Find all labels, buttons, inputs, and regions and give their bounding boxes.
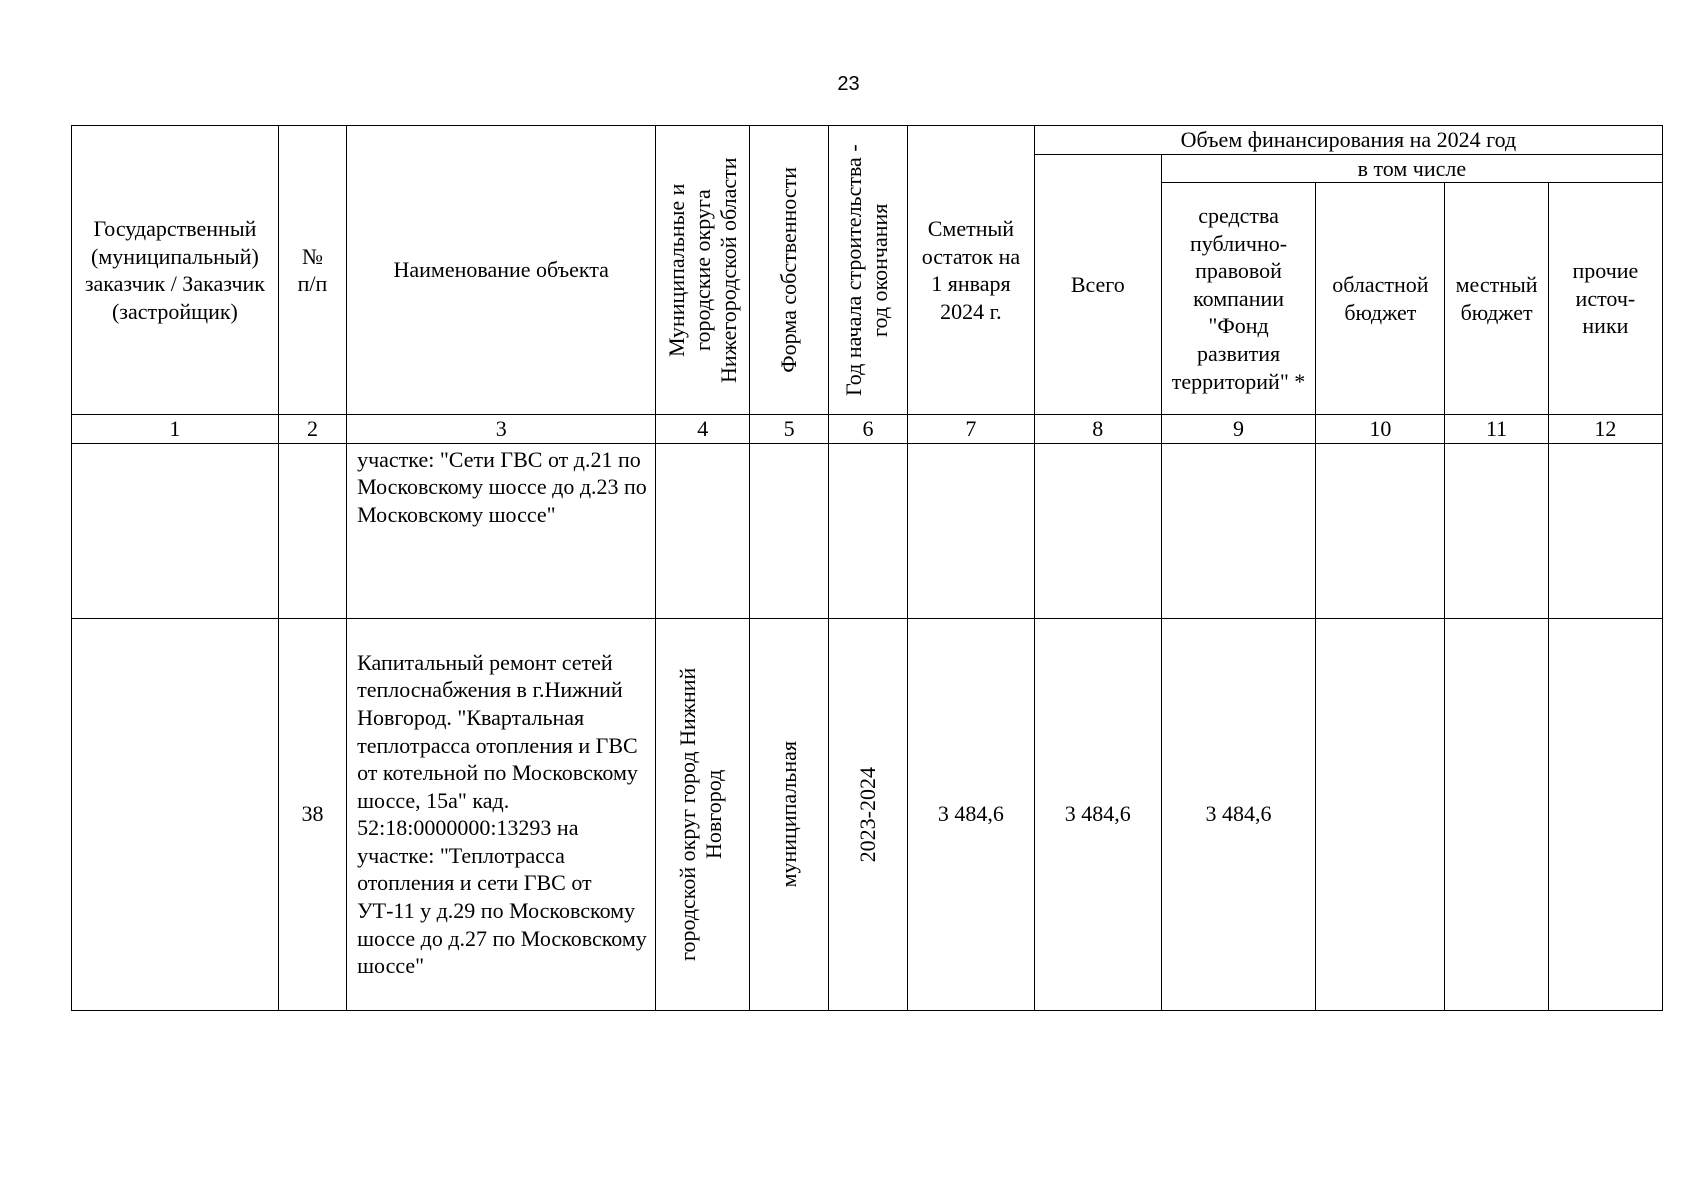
header-municipality-text: Муниципальные и городские округа Нижегородской области bbox=[663, 157, 741, 383]
cell-other bbox=[1548, 618, 1662, 1010]
cell-years-text: 2023-2024 bbox=[855, 766, 881, 862]
column-number: 8 bbox=[1034, 415, 1161, 444]
table-row bbox=[72, 618, 1663, 1010]
cell-ownership bbox=[750, 443, 829, 618]
cell-customer bbox=[72, 443, 279, 618]
header-municipality bbox=[656, 126, 750, 415]
header-customer: Государственный (муниципальный) заказчик / Заказчик (застройщик) bbox=[72, 126, 279, 415]
cell-years bbox=[829, 443, 908, 618]
cell-name: участке: "Сети ГВС от д.21 по Московскому шоссе до д.23 по Московскому шоссе" bbox=[347, 443, 656, 618]
page-number: 23 bbox=[837, 73, 860, 95]
header-num: № п/п bbox=[278, 126, 346, 415]
cell-fund: 3 484,6 bbox=[1161, 618, 1316, 1010]
table-row bbox=[72, 443, 1663, 618]
cell-regional bbox=[1316, 618, 1445, 1010]
cell-ownership bbox=[750, 618, 829, 1010]
cell-regional bbox=[1316, 443, 1445, 618]
cell-estimate: 3 484,6 bbox=[907, 618, 1034, 1010]
cell-name: Капитальный ремонт сетей теплоснабжения в г.Нижний Новгород. "Квартальная теплотрасса отопления и ГВС от котельной по Московскому шоссе, 15а" кад. 52:18:0000000:13293 на участке: "Теплотрасса отопления и сети ГВС от УТ-11 у д.29 по Московскому шоссе до д.27 по Московскому шоссе" bbox=[347, 618, 656, 1010]
column-number: 9 bbox=[1161, 415, 1316, 444]
cell-num bbox=[278, 443, 346, 618]
column-number: 6 bbox=[829, 415, 908, 444]
column-number: 1 bbox=[72, 415, 279, 444]
cell-municipality bbox=[656, 618, 750, 1010]
column-number: 12 bbox=[1548, 415, 1662, 444]
column-number: 5 bbox=[750, 415, 829, 444]
column-number: 3 bbox=[347, 415, 656, 444]
header-funding-group: Объем финансирования на 2024 год bbox=[1034, 126, 1662, 155]
cell-fund bbox=[1161, 443, 1316, 618]
column-number: 7 bbox=[907, 415, 1034, 444]
cell-municipality-text: городской округ город Нижний Новгород bbox=[674, 667, 726, 961]
header-estimate: Сметный остаток на 1 января 2024 г. bbox=[907, 126, 1034, 415]
header-ownership-text: Форма собственности bbox=[776, 167, 802, 373]
column-number: 10 bbox=[1316, 415, 1445, 444]
column-number: 4 bbox=[656, 415, 750, 444]
header-regional: областной бюджет bbox=[1316, 183, 1445, 415]
header-years bbox=[829, 126, 908, 415]
cell-local bbox=[1445, 618, 1548, 1010]
cell-municipality bbox=[656, 443, 750, 618]
header-including: в том числе bbox=[1161, 154, 1662, 183]
header-other: прочие источ-ники bbox=[1548, 183, 1662, 415]
cell-total bbox=[1034, 443, 1161, 618]
header-total: Всего bbox=[1034, 154, 1161, 415]
header-ownership bbox=[750, 126, 829, 415]
column-numbers-row bbox=[72, 415, 1663, 444]
header-local: местный бюджет bbox=[1445, 183, 1548, 415]
cell-total: 3 484,6 bbox=[1034, 618, 1161, 1010]
cell-other bbox=[1548, 443, 1662, 618]
cell-customer bbox=[72, 618, 279, 1010]
cell-years bbox=[829, 618, 908, 1010]
column-number: 11 bbox=[1445, 415, 1548, 444]
cell-estimate bbox=[907, 443, 1034, 618]
column-number: 2 bbox=[278, 415, 346, 444]
cell-num: 38 bbox=[278, 618, 346, 1010]
header-years-text: Год начала строительства - год окончания bbox=[841, 144, 893, 396]
header-name: Наименование объекта bbox=[347, 126, 656, 415]
cell-ownership-text: муниципальная bbox=[776, 741, 802, 888]
header-fund: средства публично-правовой компании "Фонд развития территорий" * bbox=[1161, 183, 1316, 415]
cell-local bbox=[1445, 443, 1548, 618]
funding-table bbox=[71, 125, 1663, 1011]
